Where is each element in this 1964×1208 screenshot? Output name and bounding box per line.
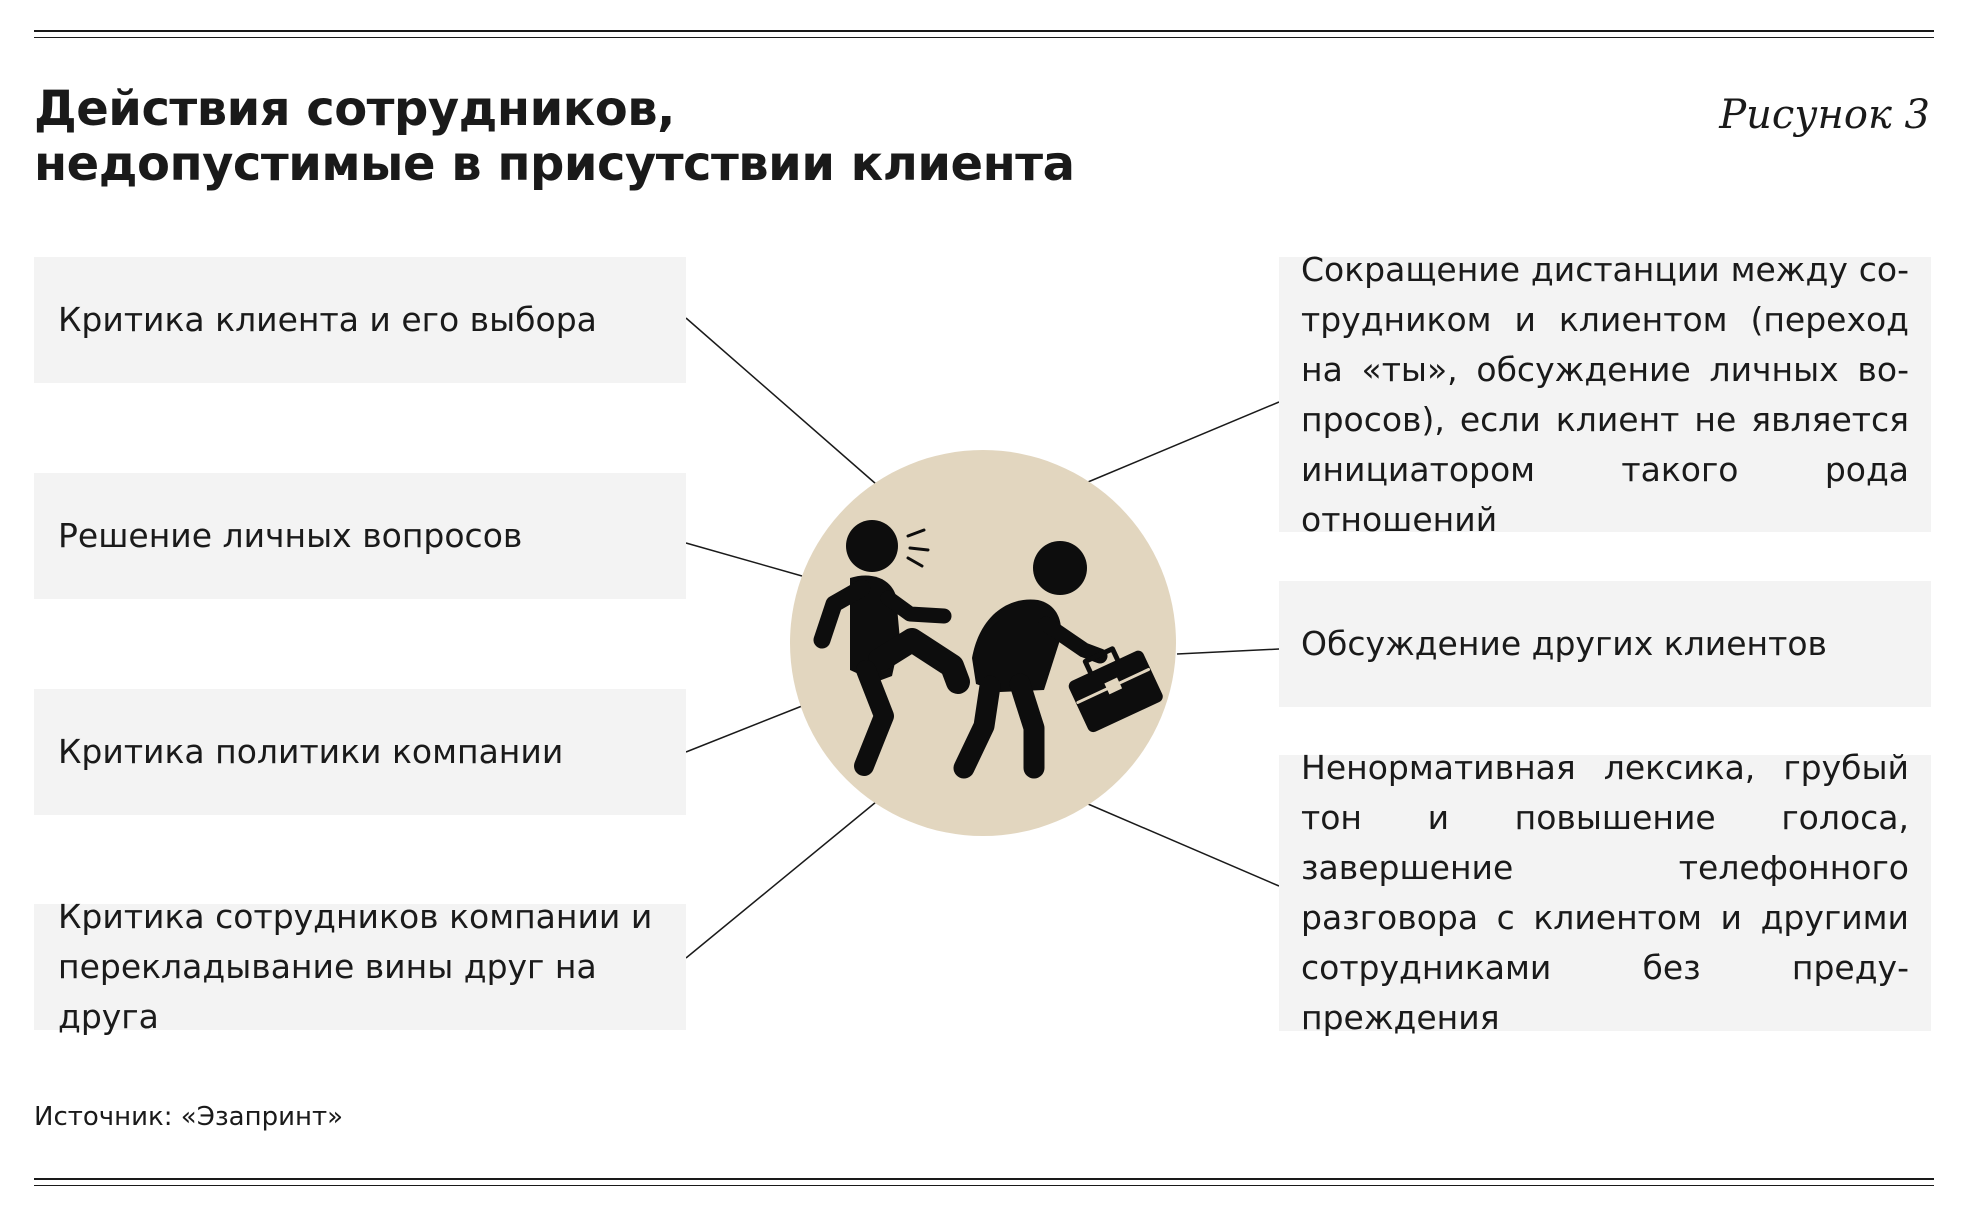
connector-right-3 [1088, 804, 1279, 886]
left-item-4 [34, 897, 686, 1036]
left-item-2 [34, 473, 686, 599]
title-line-2: недопустимые в присутствии клиента [34, 136, 1075, 192]
connector-left-1 [686, 318, 876, 484]
right-item-3 [1279, 748, 1931, 1037]
right-item-2-text: Обсуждение других клиентов [1301, 624, 1827, 663]
figure-label: Рисунок 3 [1719, 92, 1930, 138]
left-item-1-text: Критика клиента и его выбора [58, 300, 597, 339]
connector-right-1 [1088, 402, 1279, 482]
connector-left-3 [686, 706, 802, 752]
title-line-1: Действия сотрудников, [34, 81, 675, 137]
right-item-1-text: Сокращение дистанции между сотрудником и клиентом (переход на «ты», обсуждение личных вопросов), если клиент не является инициатором такого рода отношений [1301, 249, 1909, 539]
right-item-2 [1279, 581, 1931, 707]
left-item-3 [34, 689, 686, 815]
left-item-4-text: Критика сотрудников компании и перекладывание вины друг на друга [58, 897, 653, 1036]
left-item-1 [34, 257, 686, 383]
left-item-2-text: Решение личных вопросов [58, 516, 523, 555]
right-item-3-text: Ненормативная лексика, грубый тон и повышение голоса, завершение телефонного разговора с клиентом и другими сотрудниками без предупреждения [1301, 748, 1909, 1037]
bottom-rule [34, 1178, 1934, 1180]
right-item-1 [1279, 249, 1931, 539]
connector-right-2 [1177, 649, 1279, 654]
bottom-rule-inner [34, 1185, 1934, 1186]
source-note: Источник: «Эзапринт» [34, 1102, 344, 1132]
left-item-3-text: Критика политики компании [58, 732, 564, 771]
connector-left-2 [686, 543, 802, 576]
connector-left-4 [686, 802, 876, 958]
